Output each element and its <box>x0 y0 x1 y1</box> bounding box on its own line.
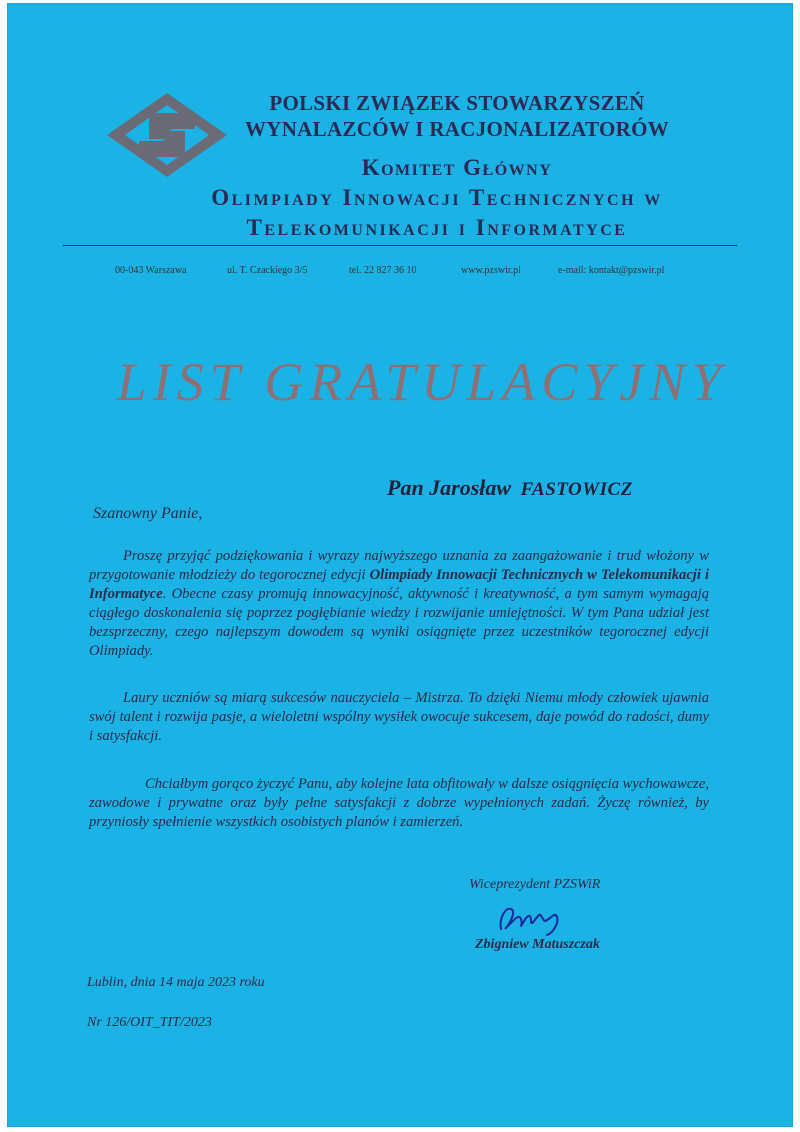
addressee-name: Pan Jarosław <box>387 475 512 500</box>
paragraph-3: Chciałbym gorąco życzyć Panu, aby kolejne lata obfitowały w dalsze osiągnięcia wychowawcze, zawodowe i prywatne oraz były pełne satysfakcji z dobrze wypełnionych zadań. Życzę również, by przyniosły spełnienie wszystkich osobistych planów i zamierzeń. <box>89 776 709 830</box>
signatory-name: Zbigniew Matuszczak <box>475 937 600 952</box>
organization-name-line2: WYNALAZCÓW I RACJONALIZATORÓW <box>244 117 670 141</box>
committee-line1: Komitet Główny <box>361 155 553 180</box>
addressee <box>387 475 633 501</box>
contact-website: www.pzswir.pl <box>461 265 521 276</box>
paragraph-1-text-a: Proszę przyjąć podziękowania i wyrazy najwyższego uznania za zaangażowanie i trud włożony w przygotowanie młodzieży do tegorocznej edycji <box>89 548 709 583</box>
olympiad-name: Olimpiady Innowacji Technicznych w Telekomunikacji i Informatyce <box>89 567 709 602</box>
contact-phone: tel. 22 827 36 10 <box>349 265 417 276</box>
committee-line2: Olimpiady Innowacji Technicznych w <box>211 185 663 210</box>
organization-name-line1: POLSKI ZWIĄZEK STOWARZYSZEŃ <box>269 91 645 115</box>
certificate-page <box>7 3 793 1127</box>
paragraph-1-text-b: . Obecne czasy promują innowacyjność, aktywność i kreatywność, a tym samym wymagają ciągłego doskonalenia się poprzez pogłębianie wiedzy i rozwijanie umiejętności. W tym Pana udział jest bezsprzeczny, czego najlepszym dowodem są wyniki osiągnięte przez uczestników tegorocznej edycji Olimpiady. <box>89 586 709 659</box>
salutation: Szanowny Panie, <box>93 505 203 522</box>
certificate-title: LIST GRATULACYJNY <box>116 352 728 412</box>
addressee-surname: FASTOWICZ <box>520 479 633 500</box>
reference-number: Nr 126/OIT_TIT/2023 <box>87 1015 212 1030</box>
issue-date: Lublin, dnia 14 maja 2023 roku <box>87 975 265 990</box>
contact-email: e-mail: kontakt@pzswir.pl <box>558 265 665 276</box>
contact-street: ul. T. Czackiego 3/5 <box>227 265 308 276</box>
handwritten-signature-icon <box>495 899 595 939</box>
header-divider <box>63 245 737 246</box>
contact-address: 00-043 Warszawa <box>115 265 187 276</box>
signatory-role: Wiceprezydent PZSWiR <box>469 877 601 892</box>
paragraph-2: Laury uczniów są miarą sukcesów nauczyciela – Mistrza. To dzięki Niemu młody człowiek ujawnia swój talent i rozwija pasje, a wieloletni wspólny wysiłek owocuje sukcesem, daje powód do radości, dumy i satysfakcji. <box>89 690 709 744</box>
paragraph-1 <box>89 547 709 661</box>
committee-line3: Telekomunikacji i Informatyce <box>246 215 628 240</box>
